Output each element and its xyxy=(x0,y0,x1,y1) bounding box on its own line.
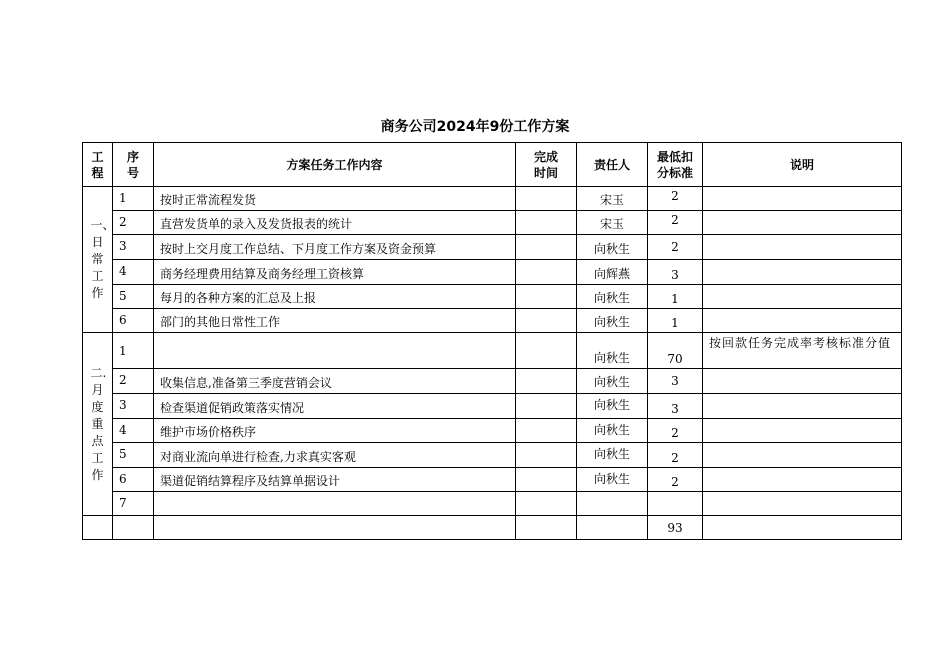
note-cell xyxy=(703,468,902,492)
note-cell xyxy=(703,235,902,260)
header-person: 责任人 xyxy=(577,143,648,187)
note-cell xyxy=(703,260,902,285)
row-number: 6 xyxy=(113,309,154,333)
table-row xyxy=(83,443,902,468)
person-cell: 向秋生 xyxy=(577,309,648,333)
note-cell xyxy=(703,492,902,516)
person-cell: 向辉燕 xyxy=(577,260,648,285)
task-cell: 商务经理费用结算及商务经理工资核算 xyxy=(154,260,516,285)
row-number: 2 xyxy=(113,211,154,235)
note-cell: 按回款任务完成率考核标准分值 xyxy=(703,333,902,369)
work-plan-table xyxy=(82,142,902,540)
note-cell xyxy=(703,419,902,443)
task-cell: 检查渠道促销政策落实情况 xyxy=(154,394,516,419)
time-cell xyxy=(516,187,577,211)
row-number: 1 xyxy=(113,187,154,211)
score-cell: 3 xyxy=(648,369,703,394)
table-row xyxy=(83,187,902,211)
score-cell xyxy=(648,492,703,516)
person-cell: 向秋生 xyxy=(577,235,648,260)
time-cell xyxy=(516,369,577,394)
time-cell xyxy=(516,333,577,369)
person-cell: 向秋生 xyxy=(577,369,648,394)
task-cell: 按时上交月度工作总结、下月度工作方案及资金预算 xyxy=(154,235,516,260)
row-number: 4 xyxy=(113,419,154,443)
row-number: 5 xyxy=(113,285,154,309)
row-number: 6 xyxy=(113,468,154,492)
score-cell: 2 xyxy=(648,443,703,468)
table-row xyxy=(83,394,902,419)
row-number: 5 xyxy=(113,443,154,468)
row-number: 2 xyxy=(113,369,154,394)
task-cell xyxy=(154,333,516,369)
time-cell xyxy=(516,235,577,260)
header-time: 完成时间 xyxy=(516,143,577,187)
time-cell xyxy=(516,443,577,468)
time-cell xyxy=(516,260,577,285)
score-cell: 70 xyxy=(648,333,703,369)
table-row xyxy=(83,235,902,260)
time-cell xyxy=(516,492,577,516)
time-cell xyxy=(516,309,577,333)
table-row xyxy=(83,369,902,394)
task-cell: 收集信息,准备第三季度营销会议 xyxy=(154,369,516,394)
person-cell xyxy=(577,492,648,516)
time-cell xyxy=(516,419,577,443)
table-row xyxy=(83,285,902,309)
task-cell: 按时正常流程发货 xyxy=(154,187,516,211)
total-empty-cell xyxy=(113,516,154,540)
header-score: 最低扣分标准 xyxy=(648,143,703,187)
row-number: 1 xyxy=(113,333,154,369)
header-project: 工程 xyxy=(83,143,113,187)
note-cell xyxy=(703,443,902,468)
person-cell: 宋玉 xyxy=(577,187,648,211)
total-empty-cell xyxy=(83,516,113,540)
row-number: 3 xyxy=(113,235,154,260)
score-cell: 2 xyxy=(648,419,703,443)
row-number: 7 xyxy=(113,492,154,516)
table-row xyxy=(83,211,902,235)
person-cell: 向秋生 xyxy=(577,443,648,468)
time-cell xyxy=(516,285,577,309)
header-row xyxy=(83,143,902,187)
score-cell: 1 xyxy=(648,285,703,309)
person-cell: 向秋生 xyxy=(577,285,648,309)
table-row xyxy=(83,468,902,492)
section-label-daily: 一、日常工作 xyxy=(83,187,113,333)
header-no: 序号 xyxy=(113,143,154,187)
row-number: 3 xyxy=(113,394,154,419)
note-cell xyxy=(703,285,902,309)
person-cell: 向秋生 xyxy=(577,394,648,419)
task-cell: 每月的各种方案的汇总及上报 xyxy=(154,285,516,309)
table-row xyxy=(83,333,902,369)
time-cell xyxy=(516,468,577,492)
table-row xyxy=(83,309,902,333)
note-cell xyxy=(703,394,902,419)
header-note: 说明 xyxy=(703,143,902,187)
note-cell xyxy=(703,211,902,235)
score-cell: 3 xyxy=(648,394,703,419)
person-cell: 宋玉 xyxy=(577,211,648,235)
total-score-cell: 93 xyxy=(648,516,703,540)
total-empty-cell xyxy=(154,516,516,540)
score-cell: 2 xyxy=(648,235,703,260)
note-cell xyxy=(703,187,902,211)
task-cell: 维护市场价格秩序 xyxy=(154,419,516,443)
time-cell xyxy=(516,394,577,419)
score-cell: 3 xyxy=(648,260,703,285)
total-empty-cell xyxy=(516,516,577,540)
time-cell xyxy=(516,211,577,235)
page-title: 商务公司2024年9份工作方案 xyxy=(380,119,570,135)
total-row xyxy=(83,516,902,540)
person-cell: 向秋生 xyxy=(577,419,648,443)
score-cell: 2 xyxy=(648,211,703,235)
task-cell: 直营发货单的录入及发货报表的统计 xyxy=(154,211,516,235)
note-cell xyxy=(703,369,902,394)
task-cell: 对商业流向单进行检查,力求真实客观 xyxy=(154,443,516,468)
person-cell: 向秋生 xyxy=(577,333,648,369)
task-cell xyxy=(154,492,516,516)
total-empty-cell xyxy=(577,516,648,540)
table-row xyxy=(83,260,902,285)
total-empty-cell xyxy=(703,516,902,540)
task-cell: 渠道促销结算程序及结算单据设计 xyxy=(154,468,516,492)
person-cell: 向秋生 xyxy=(577,468,648,492)
table-row xyxy=(83,419,902,443)
score-cell: 2 xyxy=(648,468,703,492)
note-cell xyxy=(703,309,902,333)
row-number: 4 xyxy=(113,260,154,285)
section-label-monthly: 二.月度重点工作 xyxy=(83,333,113,516)
table-row xyxy=(83,492,902,516)
score-cell: 1 xyxy=(648,309,703,333)
header-task: 方案任务工作内容 xyxy=(154,143,516,187)
score-cell: 2 xyxy=(648,187,703,211)
task-cell: 部门的其他日常性工作 xyxy=(154,309,516,333)
